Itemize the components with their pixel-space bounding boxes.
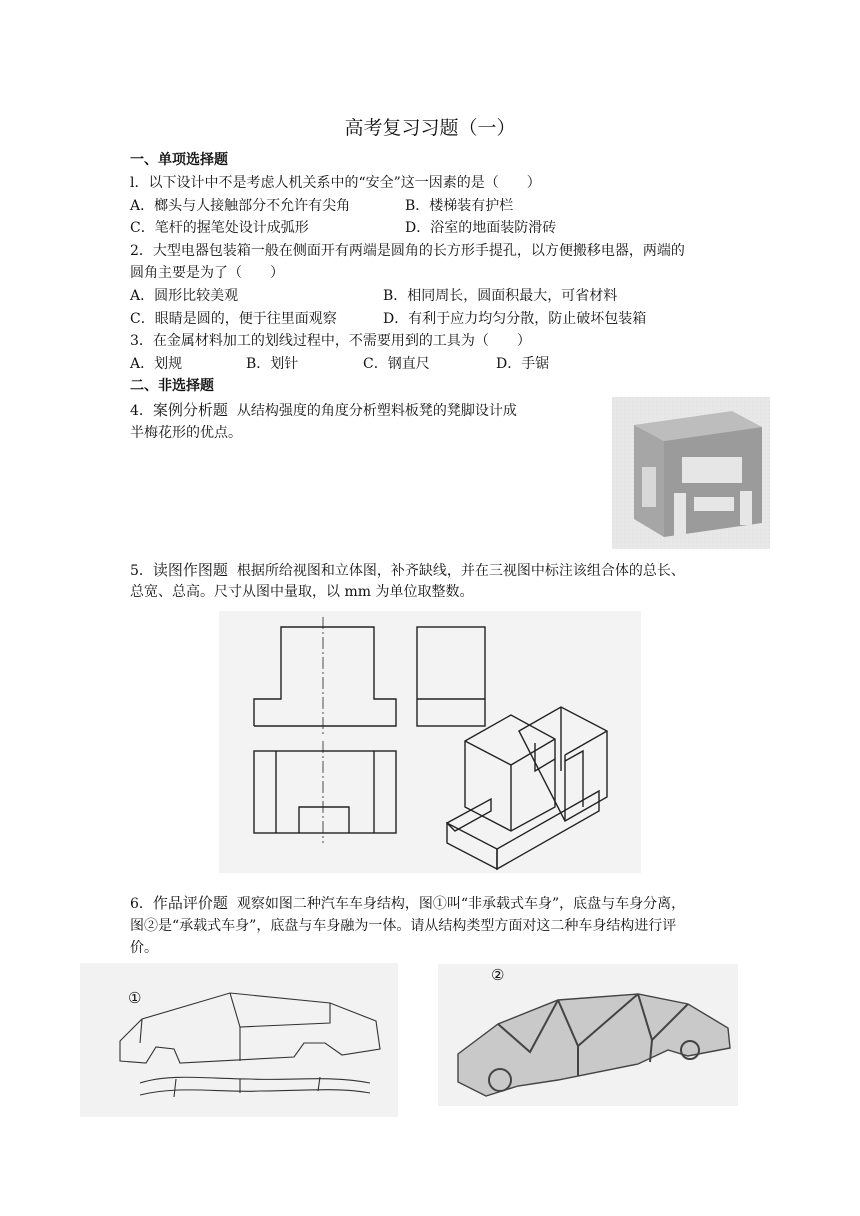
figure-2-label: ②: [491, 966, 505, 984]
q3-option-b: B．划针: [246, 356, 299, 372]
q4-type: 案例分析题: [152, 401, 228, 419]
q6-text: 观察如图二种汽车车身结构，图①叫“非承载式车身”，底盘与车身分离，: [236, 896, 686, 912]
page-title: 高考复习习题（一）: [344, 117, 516, 139]
q2-stem-line1: 2．大型电器包装箱一般在侧面开有两端是圆角的长方形手提孔，以方便搬移电器，两端的: [130, 243, 685, 259]
q4-line1: [130, 400, 517, 421]
q2-option-a: A．圆形比较美观: [130, 288, 239, 304]
q4-text: 从结构强度的角度分析塑料板凳的凳脚设计成: [236, 403, 517, 419]
three-view-drawing: [219, 611, 641, 873]
q2-option-d: D．有利于应力均匀分散，防止破坏包装箱: [383, 311, 647, 327]
q2-option-b: B．相同周长，圆面积最大，可省材料: [383, 288, 618, 304]
q1-option-a: A．榔头与人接触部分不允许有尖角: [130, 198, 351, 214]
q4-line2: 半梅花形的优点。: [130, 425, 242, 441]
q2-stem-line2: 圆角主要是为了（ ）: [130, 265, 284, 281]
q3-option-c: C．钢直尺: [363, 356, 430, 372]
figure-1-label: ①: [128, 989, 142, 1007]
q4-number: 4．: [130, 403, 153, 419]
q3-option-d: D．手锯: [496, 356, 550, 372]
car-body-monocoque-image: [438, 964, 738, 1106]
q1-option-b: B．楼梯装有护栏: [405, 198, 514, 214]
q3-stem: 3．在金属材料加工的划线过程中，不需要用到的工具为（ ）: [130, 333, 531, 349]
q6-line2: 图②是“承载式车身”，底盘与车身融为一体。请从结构类型方面对这二种车身结构进行评: [130, 918, 677, 934]
q5-number: 5．: [130, 563, 153, 579]
q1-stem: l．以下设计中不是考虑人机关系中的“安全”这一因素的是（ ）: [130, 175, 541, 191]
q6-type: 作品评价题: [152, 894, 228, 912]
q5-line2: 总宽、总高。尺寸从图中量取，以 mm 为单位取整数。: [130, 584, 474, 600]
plastic-stool-image: [612, 397, 770, 549]
q1-option-d: D．浴室的地面装防滑砖: [405, 220, 557, 236]
section-single-choice: 一、单项选择题: [130, 152, 228, 168]
q1-option-c: C．笔杆的握笔处设计成弧形: [130, 220, 309, 236]
q5-type: 读图作图题: [152, 561, 228, 579]
section-non-choice: 二、非选择题: [130, 378, 214, 394]
q3-option-a: A．划规: [130, 356, 183, 372]
q6-line1: [130, 893, 685, 914]
car-body-frame-image: [80, 963, 398, 1117]
q2-option-c: C．眼睛是圆的，便于往里面观察: [130, 311, 337, 327]
q6-line3: 价。: [130, 940, 158, 956]
q5-line1: [130, 560, 685, 581]
q5-text: 根据所给视图和立体图，补齐缺线，并在三视图中标注该组合体的总长、: [236, 563, 685, 579]
q6-number: 6．: [130, 896, 153, 912]
